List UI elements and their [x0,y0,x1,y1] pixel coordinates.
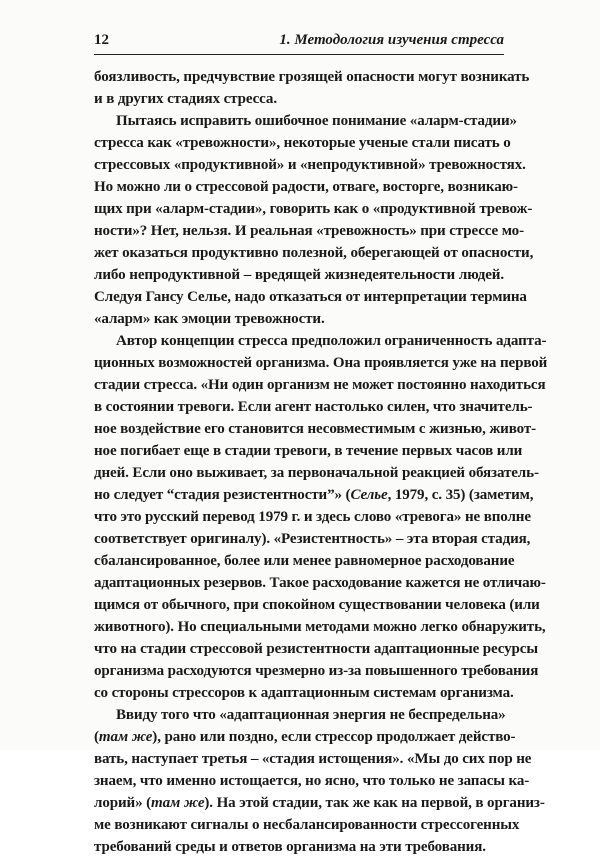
text-line: что на стадии стрессовой резистентности адаптационные ресурсы [94,641,538,657]
text-line: в состоянии тревоги. Если агент настолько силен, что значитель- [94,399,533,415]
text-line: (там же), рано или поздно, если стрессор продолжает действо- [94,729,516,745]
text-line: ме возникают сигналы о несбалансированности стрессогенных [94,817,520,833]
text-line: что это русский перевод 1979 г. и здесь слово «тревога» не вполне [94,509,531,525]
body-text [94,66,548,858]
text-line: адаптационных резервов. Такое расходование кажется не отличаю- [94,575,546,591]
text-line: жет оказаться продуктивно полезной, оберегающей от опасности, [94,245,534,261]
text-line: ное воздействие его становится несовместимым с жизнью, живот- [94,421,536,437]
paragraph [94,66,530,110]
text-line: Ввиду того что «адаптационная энергия не беспредельна» [116,707,506,723]
text-line: со стороны стрессоров к адаптационным системам организма. [94,685,514,701]
text-line: но следует “стадия резистентности”» (Селье, 1979, с. 35) (заметим, [94,487,534,503]
text-line: ное погибает еще в стадии тревоги, в течение первых часов или [94,443,523,459]
text-line: Следуя Гансу Селье, надо отказаться от интерпретации термина [94,289,527,305]
paragraph [94,110,534,330]
text-line: Но можно ли о стрессовой радости, отваге, восторге, возникаю- [94,179,518,195]
text-line: и в других стадиях стресса. [94,91,277,107]
text-line: щимся от обычного, при спокойном существовании человека (или [94,597,540,613]
text-line: боязливость, предчувствие грозящей опасности могут возникать [94,69,530,85]
running-title: 1. Методология изучения стресса [279,32,504,48]
text-line: ционных возможностей организма. Она проявляется уже на первой [94,355,548,371]
text-line: сбалансированное, более или менее равномерное расходование [94,553,515,569]
text-line: стрессовых «продуктивной» и «непродуктивной» тревожностях. [94,157,526,173]
text-line: вать, наступает третья – «стадия истощения». «Мы до сих пор не [94,751,532,767]
text-line: требований среды и ответов организма на эти требования. [94,839,486,855]
text-line: стресса как «тревожности», некоторые ученые стали писать о [94,135,511,151]
text-line: Автор концепции стресса предположил ограниченность адапта- [116,333,547,349]
text-line: либо непродуктивной – вредящей жизнедеятельности людей. [94,267,504,283]
page-header [94,28,504,55]
text-line: Пытаясь исправить ошибочное понимание «аларм-стадии» [116,113,517,129]
text-line: стадии стресса. «Ни один организм не может постоянно находиться [94,377,546,393]
text-line: дней. Если оно выживает, за первоначальной реакцией обязатель- [94,465,539,481]
paragraph [94,330,548,704]
text-line: ности»? Нет, нельзя. И реальная «тревожность» при стрессе мо- [94,223,524,239]
text-line: «аларм» как эмоции тревожности. [94,311,325,327]
text-line: щих при «аларм-стадии», говорить как о «продуктивной тревож- [94,201,533,217]
text-line: организма расходуются чрезмерно из-за повышенного требования [94,663,539,679]
page-number: 12 [94,32,109,48]
paragraph [94,704,545,858]
text-line: животного). Но специальными методами можно легко обнаружить, [94,619,546,635]
text-line: знаем, что именно истощается, но ясно, что только не запасы ка- [94,773,530,789]
text-line: лорий» (там же). На этой стадии, так же как на первой, в организ- [94,795,545,811]
text-line: соответствует оригиналу). «Резистентность» – эта вторая стадия, [94,531,531,547]
